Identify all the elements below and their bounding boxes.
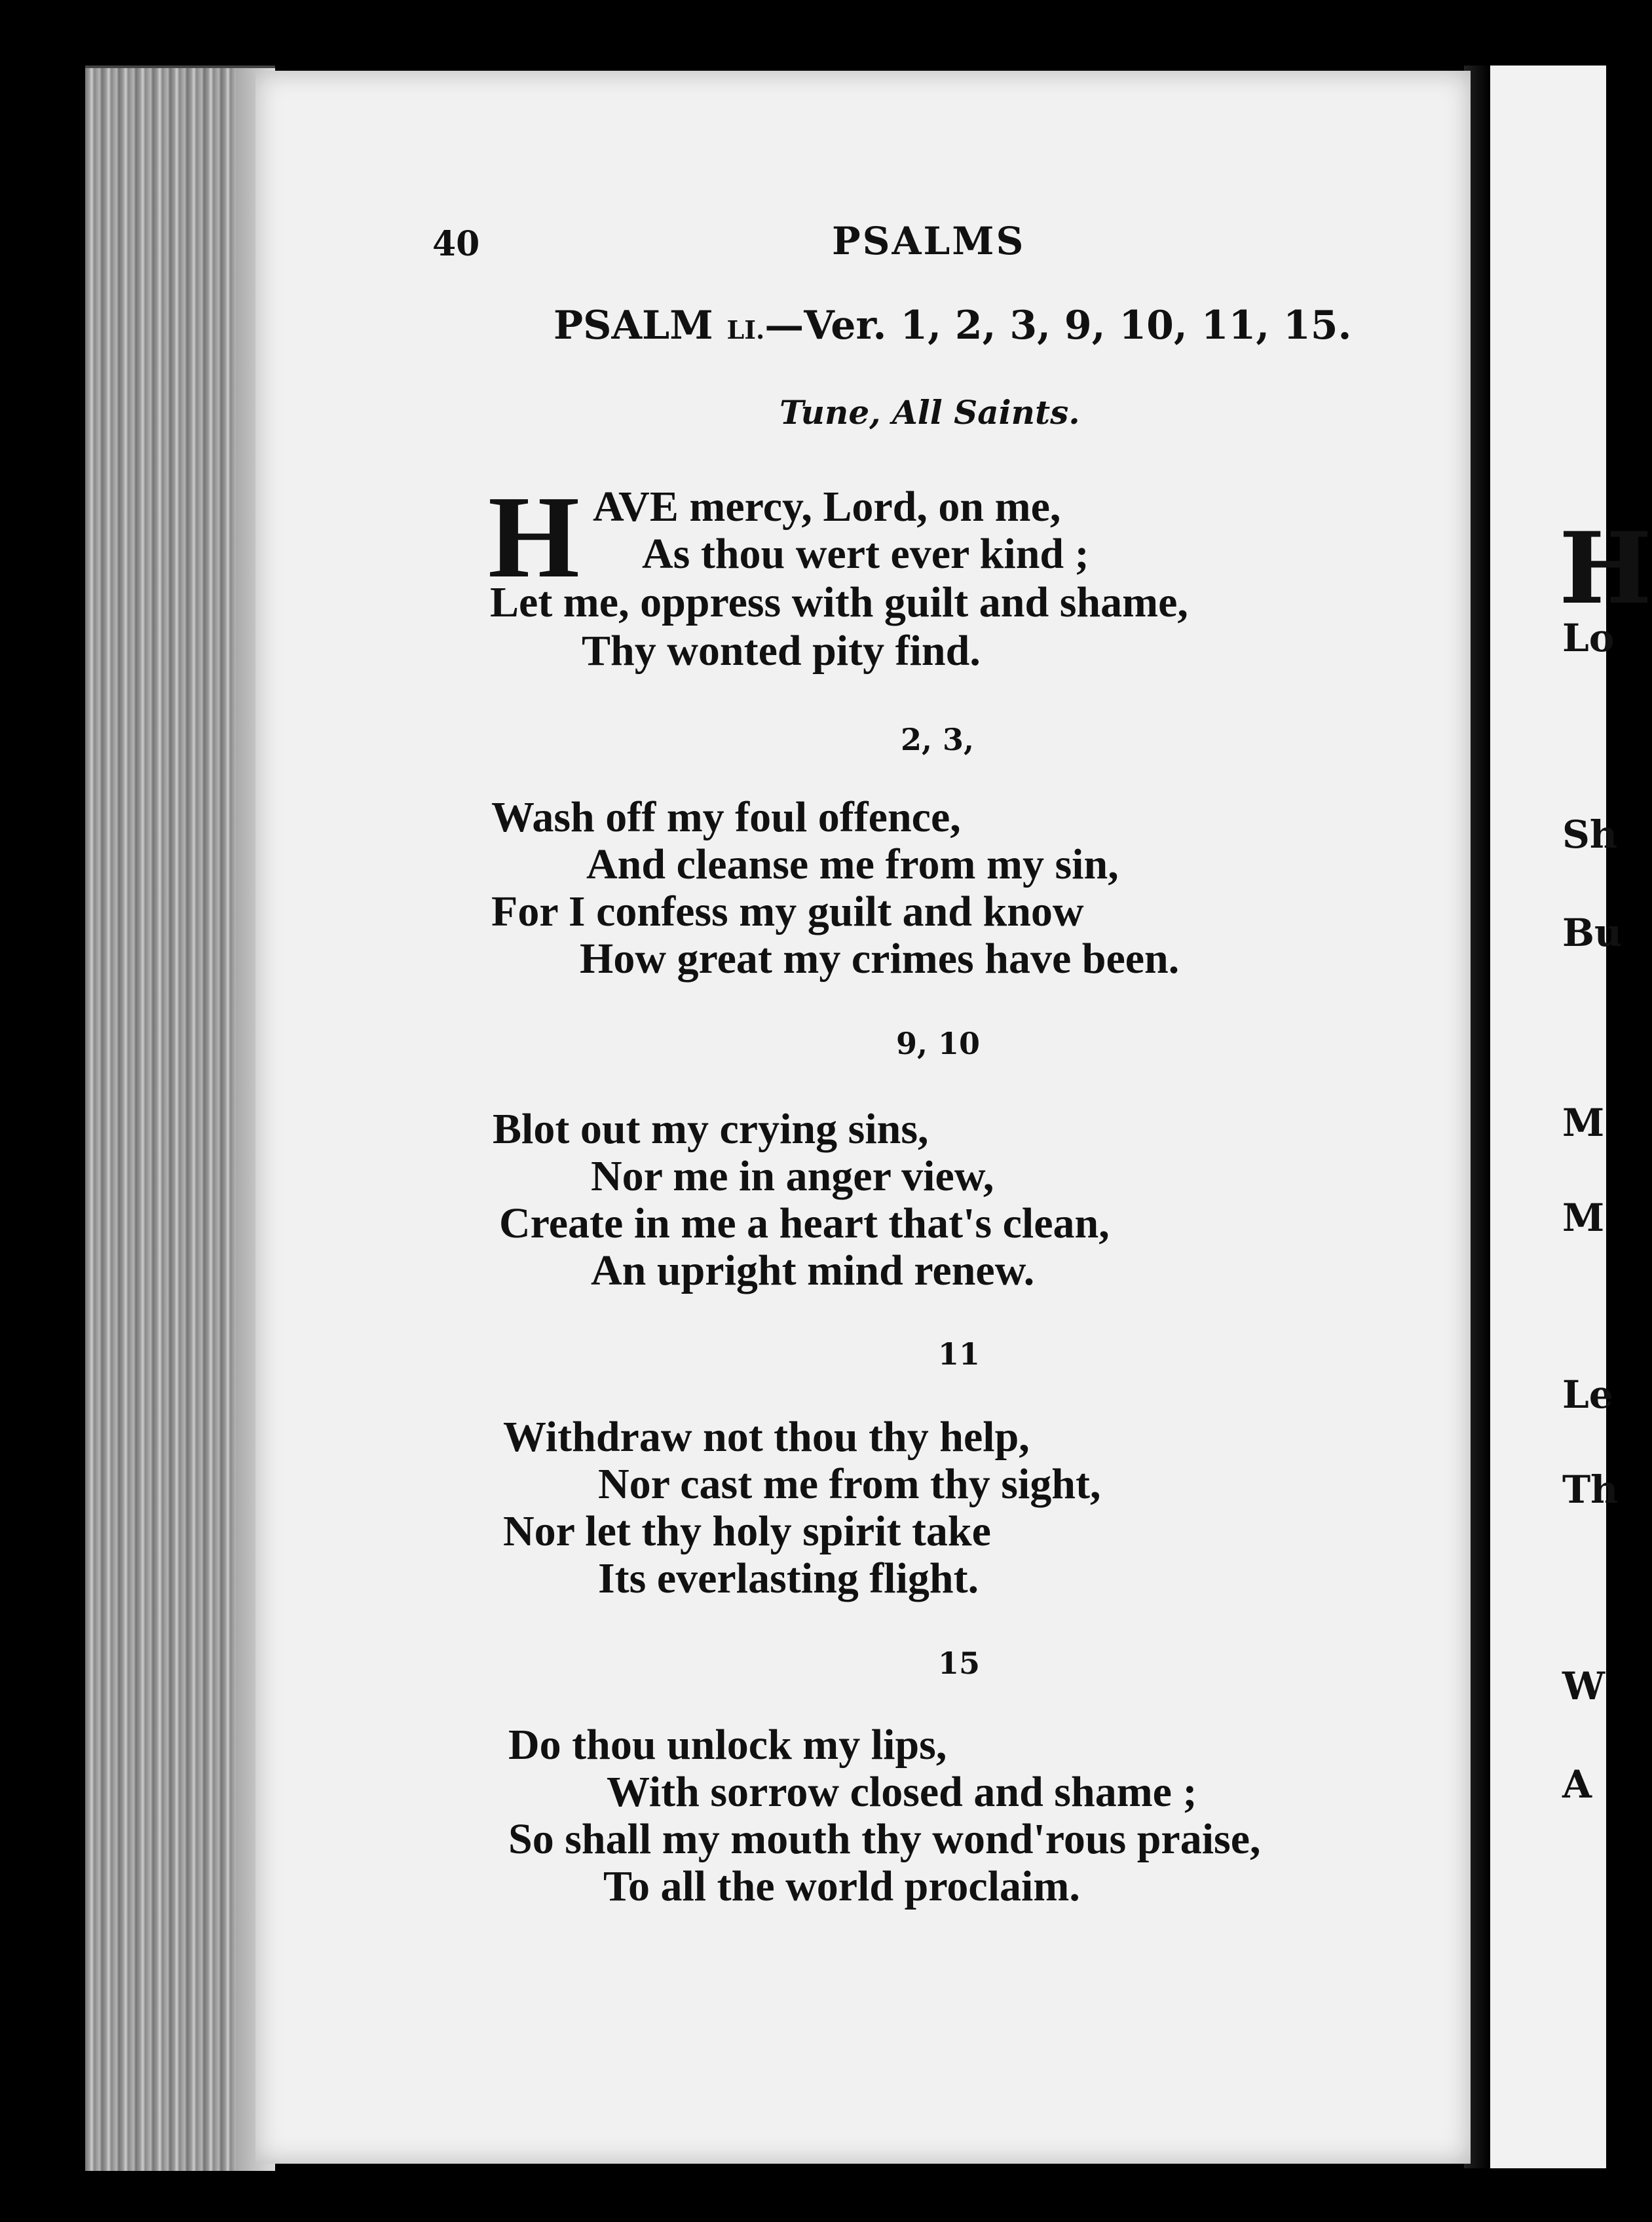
verse-label: 9, 10 bbox=[896, 1026, 981, 1061]
tune-line: Tune, All Saints. bbox=[779, 393, 1080, 432]
psalm-title bbox=[554, 303, 1351, 348]
drop-cap: H bbox=[488, 472, 580, 602]
stanza-line: Its everlasting flight. bbox=[598, 1554, 979, 1602]
facing-page-fragment: W bbox=[1562, 1664, 1605, 1708]
facing-page-fragment: Lo bbox=[1562, 616, 1615, 660]
facing-page-drop-cap: H bbox=[1559, 511, 1652, 626]
stanza bbox=[503, 1414, 1100, 1602]
stanza-line: To all the world proclaim. bbox=[603, 1862, 1080, 1910]
stanza-line: As thou wert ever kind ; bbox=[642, 530, 1089, 578]
stanza-line: Wash off my foul offence, bbox=[491, 793, 961, 841]
stanza-line: AVE mercy, Lord, on me, bbox=[593, 483, 1061, 531]
stanza-line: Let me, oppress with guilt and shame, bbox=[490, 578, 1188, 626]
facing-page-fragment: Th bbox=[1562, 1467, 1619, 1512]
stanza-line: Thy wonted pity find. bbox=[582, 627, 981, 675]
stanza-line: Nor me in anger view, bbox=[591, 1152, 994, 1200]
facing-page-fragment: M bbox=[1562, 1101, 1605, 1145]
facing-page-fragment: Le bbox=[1562, 1372, 1613, 1417]
stanza bbox=[493, 1106, 1110, 1294]
stanza-line: So shall my mouth thy wond'rous praise, bbox=[508, 1815, 1261, 1863]
psalm-title-main: PSALM bbox=[554, 303, 713, 348]
facing-page-fragment: Bu bbox=[1562, 911, 1623, 955]
stanza-line: How great my crimes have been. bbox=[580, 935, 1180, 983]
stanza-line: And cleanse me from my sin, bbox=[586, 840, 1119, 888]
psalm-title-verses: —Ver. 1, 2, 3, 9, 10, 11, 15. bbox=[764, 303, 1352, 348]
stanza-line: Withdraw not thou thy help, bbox=[503, 1413, 1030, 1461]
stanza-line: For I confess my guilt and know bbox=[491, 888, 1084, 935]
verse-label: 11 bbox=[938, 1336, 981, 1372]
verse-label: 15 bbox=[938, 1646, 981, 1681]
stanza-line: Do thou unlock my lips, bbox=[508, 1721, 947, 1769]
running-head: PSALMS bbox=[832, 219, 1026, 263]
facing-page bbox=[1490, 66, 1652, 2168]
page-number: 40 bbox=[432, 224, 480, 264]
stanza-line: Nor let thy holy spirit take bbox=[503, 1507, 991, 1555]
facing-page-fragment: M bbox=[1562, 1196, 1605, 1240]
stanza-line: Blot out my crying sins, bbox=[493, 1105, 929, 1153]
psalm-title-numeral: LI. bbox=[726, 315, 765, 345]
verse-label: 2, 3, bbox=[901, 722, 975, 757]
stanza bbox=[508, 1722, 1261, 1910]
stanza-line: Nor cast me from thy sight, bbox=[598, 1460, 1101, 1508]
facing-page-fragment: Sh bbox=[1562, 812, 1618, 857]
stanza bbox=[491, 794, 1179, 983]
page-edges bbox=[85, 66, 275, 2171]
stanza-line: Create in me a heart that's clean, bbox=[499, 1199, 1110, 1247]
stanza-line: An upright mind renew. bbox=[591, 1247, 1035, 1294]
facing-page-fragment: A bbox=[1562, 1762, 1592, 1807]
stanza-line: With sorrow closed and shame ; bbox=[607, 1768, 1197, 1816]
